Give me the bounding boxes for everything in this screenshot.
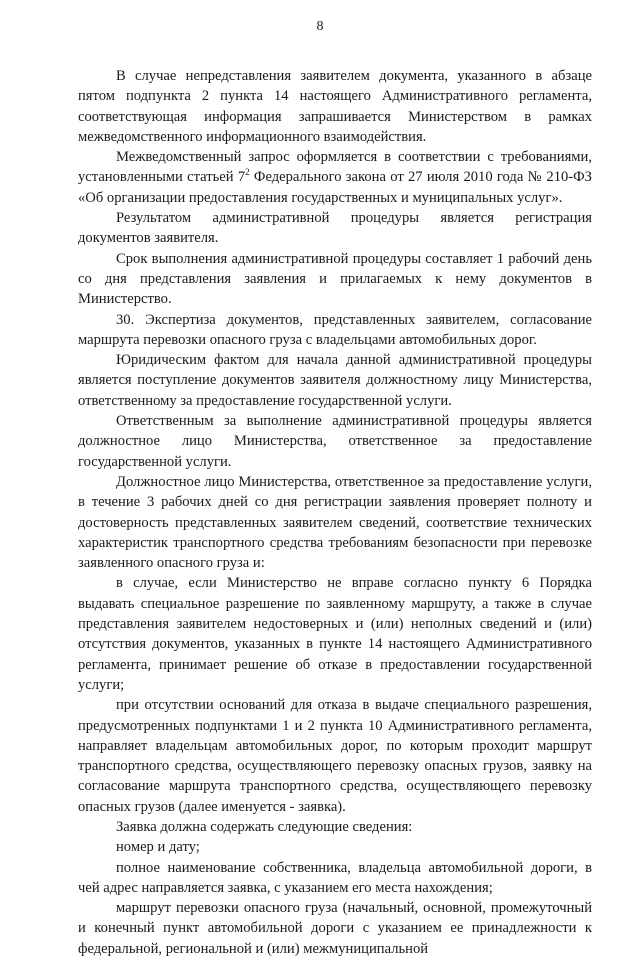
paragraph-procedure-term: Срок выполнения административной процедуры составляет 1 рабочий день со дня представления заявления и прилагаемых к нему документов в Министерство. [78, 250, 592, 308]
paragraph-legal-fact: Юридическим фактом для начала данной административной процедуры является поступление документов заявителя должностному лицу Министерства, ответственному за предоставление государственной услуги. [78, 352, 592, 409]
paragraph-interagency-request [78, 147, 592, 208]
paragraph-procedure-result: Результатом административной процедуры является регистрация документов заявителя. [78, 210, 592, 247]
interagency-request-continuation: Федерального закона от 27 июля 2010 года № 210-ФЗ «Об организации предоставления государственных и муниципальных услуг». [78, 169, 592, 206]
paragraph-request-contents: Заявка должна содержать следующие сведения: [116, 818, 413, 835]
paragraph-official-checks: Должностное лицо Министерства, ответственное за предоставление услуги, в течение 3 рабочих дней со дня регистрации заявления проверяет полноту и достоверность представленных заявителем сведений, соответствие технических характеристик транспортного средства требованиям безопасности при перевозке заявленного опасного груза и: [78, 473, 592, 572]
page-number: 8 [316, 19, 324, 34]
paragraph-number-date: номер и дату; [116, 839, 200, 856]
paragraph-route: маршрут перевозки опасного груза (начальный, основной, промежуточный и конечный пункт автомобильной дороги с указанием ее принадлежности к федеральной, региональной и (или) межмуниципальной [78, 900, 592, 957]
paragraph-refusal-case: в случае, если Министерство не вправе согласно пункту 6 Порядка выдавать специальное разрешение по заявленному маршруту, а также в случае представления заявителем недостоверных и (или) неполных сведений и (или) отсутствия документов, указанных в пункте 14 настоящего Административного регламента, принимает решение об отказе в предоставлении государственной услуги; [78, 575, 592, 693]
paragraph-section-30: 30. Экспертиза документов, представленных заявителем, согласование маршрута перевозки опасного груза с владельцами автомобильных дорог. [78, 311, 592, 348]
paragraph-no-grounds-case: при отсутствии оснований для отказа в выдаче специального разрешения, предусмотренных подпунктами 1 и 2 пункта 10 Административного регламента, направляет владельцам автомобильных дорог, по которым проходит маршрут транспортного средства, осуществляющего перевозку опасных грузов, заявку на согласование маршрута транспортного средства, осуществляющего перевозку опасных грузов (далее именуется - заявка). [78, 697, 592, 815]
body-text [78, 66, 592, 959]
paragraph-owner-name: полное наименование собственника, владельца автомобильной дороги, в чей адрес направляется заявка, с указанием его места нахождения; [78, 859, 592, 896]
paragraph-responsible-official: Ответственным за выполнение административной процедуры является должностное лицо Министерства, ответственное за предоставление государственной услуги. [78, 413, 592, 470]
paragraph-missing-document: В случае непредставления заявителем документа, указанного в абзаце пятом подпункта 2 пункта 14 настоящего Административного регламента, соответствующая информация запрашивается Министерством в рамках межведомственного информационного взаимодействия. [78, 68, 592, 145]
interagency-request-text: Межведомственный запрос оформляется в соответствии с требованиями, установленными статьей 7 [78, 149, 592, 186]
article-superscript: 2 [245, 167, 250, 178]
